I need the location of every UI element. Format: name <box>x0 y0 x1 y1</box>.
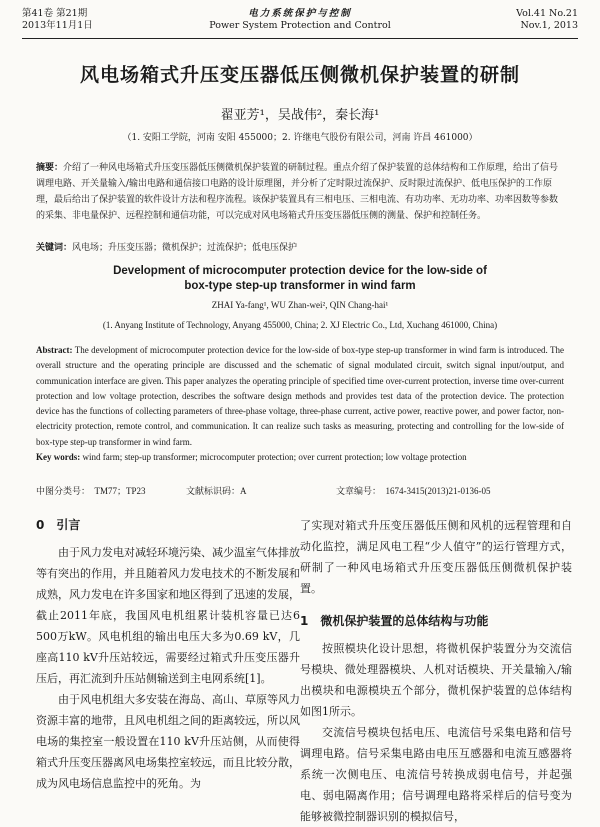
header-right <box>516 8 578 32</box>
abstract-en-label: Abstract: <box>36 345 73 355</box>
abstract-cn-label: 摘要： <box>36 163 64 173</box>
authors-en: ZHAI Ya-fang¹, WU Zhan-wei², QIN Chang-hai¹ <box>211 300 389 310</box>
affiliations-cn: （1. 安阳工学院，河南 安阳 455000；2. 许继电气股份有限公司，河南 许昌 461000） <box>122 133 478 143</box>
title-en <box>60 264 540 294</box>
date-en: Nov.1, 2013 <box>520 20 578 31</box>
title-en-line-2: box-type step-up transformer in wind farm <box>184 280 416 292</box>
section-0-paragraph-1: 由于风力发电对减轻环境污染、减少温室气体排放等有突出的作用，并且随着风力发电技术的不断发展和成熟，风力发电在许多国家和地区得到了迅速的发展，截止2011年底，我国风电机组累计装机容量已达6 500万kW。风电机组的输出电压大多为0.69 kV，几座高110 kV升压站较远，需要经过箱式升压变压器升压后，再汇流到升压站侧输送到主电网系统[1]。 <box>36 546 300 685</box>
volume-issue-cn: 第41卷 第21期 <box>22 8 88 19</box>
keywords-en-text: wind farm; step-up transformer; microcomputer protection; over current protection; low voltage protection <box>82 452 467 462</box>
abstract-en <box>36 343 564 450</box>
title-cn: 风电场箱式升压变压器低压侧微机保护装置的研制 <box>79 64 520 86</box>
section-0-paragraph-continued: 了实现对箱式升压变压器低压侧和风机的远程管理和自动化监控，满足风电工程“少人值守”的运行管理方式，研制了一种风电场箱式升压变压器低压侧微机保护装置。 <box>300 519 572 595</box>
section-1-paragraph-1: 按照模块化设计思想，将微机保护装置分为交流信号模块、微处理器模块、人机对话模块、开关量输入/输出模块和电源模块五个部分，微机保护装置的总体结构如图1所示。 <box>300 642 572 718</box>
section-1-heading: 1 微机保护装置的总体结构与功能 <box>300 614 489 628</box>
keywords-cn-text: 风电场；升压变压器；微机保护；过流保护；低电压保护 <box>72 243 298 253</box>
abstract-cn-text: 介绍了一种风电场箱式升压变压器低压侧微机保护装置的研制过程。重点介绍了保护装置的总体结构和工作原理，给出了信号调理电路、开关量输入/输出电路和通信接口电路的设计原理图，并分析了定时限过流保护、反时限过流保护、低电压保护的工作原理，最后给出了保护装置的软件设计方法和程序流程。该保护装置具有三相电压、三相电流、有功功率、无功功率、功率因数等参数的采集、非电量保护、远程控制和通信功能，可以完成对风电场箱式升压变压器低压侧的测量、保护和控制任务。 <box>36 163 559 221</box>
keywords-en-label: Key words: <box>36 452 81 462</box>
article-number: 文章编号： 1674-3415(2013)21-0136-05 <box>336 486 491 496</box>
journal-title-cn: 电力系统保护与控制 <box>248 8 352 19</box>
authors-cn: 翟亚芳¹，吴战伟²，秦长海¹ <box>220 108 380 123</box>
abstract-en-text: The development of microcomputer protection device for the low-side of box-type step-up transformer in wind farm is introduced. The overall structure and the operating principle are discussed and the schematic of signal modulated circuit, switch signal input/output, and communication interface are given. This paper analyzes the operating principle of specified time over-current protection, inverse time over-current protection and low voltage protection, describes the software design methods and provides test data of the protection device. The protection device has the functions of collecting parameters of three-phase voltage, three-phase current, active power, reactive power, and power factor, non-electricity protection, remote control, and communication. It can realize such tasks as measuring, protecting and controlling for the low-side of box-type step-up transformer in wind farm. <box>36 345 565 447</box>
header-center <box>22 8 578 32</box>
running-header <box>22 8 578 38</box>
body-column-left <box>36 515 300 794</box>
section-0-paragraph-2: 由于风电机组大多安装在海岛、高山、草原等风力资源丰富的地带，且风电机组之间的距离较远，所以风电场的集控室一般设置在110 kV升压站侧，从而使得箱式升压变压器离风电场集控室较远，而且比较分散，成为风电场信息监控中的死角。为 <box>36 693 300 790</box>
document-code: 文献标识码：A <box>186 486 247 496</box>
section-1-paragraph-2: 交流信号模块包括电压、电流信号采集电路和信号调理电路。信号采集电路由电压互感器和电流互感器将系统一次侧电压、电流信号转换成弱电信号，并起强电、弱电隔离作用；信号调理电路将采样后的信号变为能够被微控制器识别的模拟信号， <box>300 726 572 823</box>
journal-title-en: Power System Protection and Control <box>209 20 391 31</box>
affiliations-en: (1. Anyang Institute of Technology, Anyang 455000, China; 2. XJ Electric Co., Ltd, Xuchang 461000, China) <box>102 320 498 330</box>
keywords-en <box>36 452 564 462</box>
volume-issue-en: Vol.41 No.21 <box>516 8 578 19</box>
abstract-cn <box>36 160 564 224</box>
keywords-cn-label: 关键词： <box>36 243 73 253</box>
body-column-right <box>300 515 572 827</box>
keywords-cn <box>36 240 564 253</box>
clc-number: 中图分类号： TM77；TP23 <box>36 486 146 496</box>
title-en-line-1: Development of microcomputer protection device for the low-side of <box>113 265 487 277</box>
date-cn: 2013年11月1日 <box>22 20 93 31</box>
header-divider <box>22 38 578 39</box>
section-0-heading: 0 引言 <box>36 518 81 532</box>
